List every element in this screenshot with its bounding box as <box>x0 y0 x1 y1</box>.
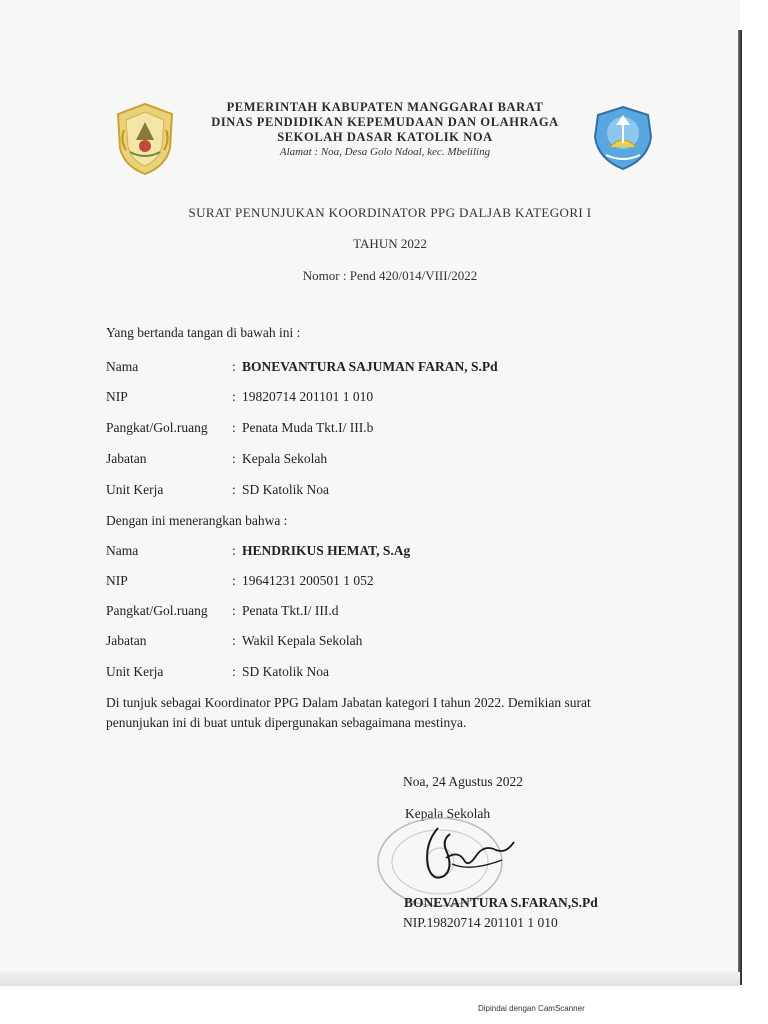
field-value: Penata Muda Tkt.I/ III.b <box>242 420 374 435</box>
appointee-row-rank <box>106 603 626 621</box>
appointee-row-unit <box>106 664 626 682</box>
field-label: Unit Kerja <box>106 482 164 497</box>
field-value: Kepala Sekolah <box>242 451 328 466</box>
field-colon: : <box>232 633 236 648</box>
field-value: 19641231 200501 1 052 <box>242 573 374 588</box>
intro-appointee: Dengan ini menerangkan bahwa : <box>106 513 288 528</box>
field-value: Wakil Kepala Sekolah <box>242 633 363 648</box>
letterhead-address: Alamat : Noa, Desa Golo Ndoal, kec. Mbeliling <box>279 146 491 158</box>
field-label: Jabatan <box>106 451 147 466</box>
appointee-row-nip <box>106 573 626 591</box>
signatory-row-rank <box>106 420 626 438</box>
page-bottom-edge <box>0 972 740 986</box>
body-paragraph: Di tunjuk sebagai Koordinator PPG Dalam Jabatan kategori I tahun 2022. Demikian surat penunjukan ini di buat untuk dipergunakan sebagaimana mestinya. <box>106 695 591 730</box>
signatory-row-name <box>106 359 626 377</box>
letterhead <box>180 100 590 160</box>
signatory-row-nip <box>106 389 626 407</box>
field-colon: : <box>232 664 236 679</box>
field-label: Pangkat/Gol.ruang <box>106 420 208 435</box>
letter-number: Nomor : Pend 420/014/VIII/2022 <box>302 268 478 283</box>
appointee-row-position <box>106 633 626 651</box>
field-value: Penata Tkt.I/ III.d <box>242 603 339 618</box>
field-value: HENDRIKUS HEMAT, S.Ag <box>242 543 411 558</box>
field-label: Nama <box>106 543 139 558</box>
letterhead-government: PEMERINTAH KABUPATEN MANGGARAI BARAT <box>226 100 544 114</box>
field-value: 19820714 201101 1 010 <box>242 389 374 404</box>
regency-crest-icon <box>110 100 180 178</box>
signer-name: BONEVANTURA S.FARAN,S.Pd <box>404 895 598 910</box>
letter-title: SURAT PENUNJUKAN KOORDINATOR PPG DALJAB KATEGORI I <box>188 205 592 220</box>
field-colon: : <box>232 359 236 374</box>
field-label: Jabatan <box>106 633 147 648</box>
field-colon: : <box>232 451 236 466</box>
page-edge-shadow <box>738 30 742 985</box>
signer-role: Kepala Sekolah <box>405 806 491 821</box>
field-label: Pangkat/Gol.ruang <box>106 603 208 618</box>
field-value: SD Katolik Noa <box>242 664 329 679</box>
field-colon: : <box>232 603 236 618</box>
place-date: Noa, 24 Agustus 2022 <box>403 774 524 789</box>
appointee-row-name <box>106 543 626 561</box>
field-colon: : <box>232 420 236 435</box>
field-colon: : <box>232 573 236 588</box>
field-colon: : <box>232 389 236 404</box>
handwritten-signature-icon <box>410 820 520 890</box>
field-label: NIP <box>106 389 128 404</box>
tut-wuri-handayani-icon <box>588 103 658 173</box>
field-label: Nama <box>106 359 139 374</box>
field-value: BONEVANTURA SAJUMAN FARAN, S.Pd <box>242 359 498 374</box>
field-value: SD Katolik Noa <box>242 482 329 497</box>
field-label: Unit Kerja <box>106 664 164 679</box>
field-label: NIP <box>106 573 128 588</box>
field-colon: : <box>232 543 236 558</box>
letterhead-department: DINAS PENDIDIKAN KEPEMUDAAN DAN OLAHRAGA <box>211 115 559 129</box>
letterhead-school: SEKOLAH DASAR KATOLIK NOA <box>277 130 493 144</box>
signer-nip: NIP.19820714 201101 1 010 <box>403 915 558 930</box>
field-colon: : <box>232 482 236 497</box>
signatory-row-position <box>106 451 626 469</box>
scanner-watermark: Dipindai dengan CamScanner <box>478 1004 585 1013</box>
signatory-row-unit <box>106 482 626 500</box>
intro-signatory: Yang bertanda tangan di bawah ini : <box>106 325 301 340</box>
letter-year: TAHUN 2022 <box>353 236 427 251</box>
